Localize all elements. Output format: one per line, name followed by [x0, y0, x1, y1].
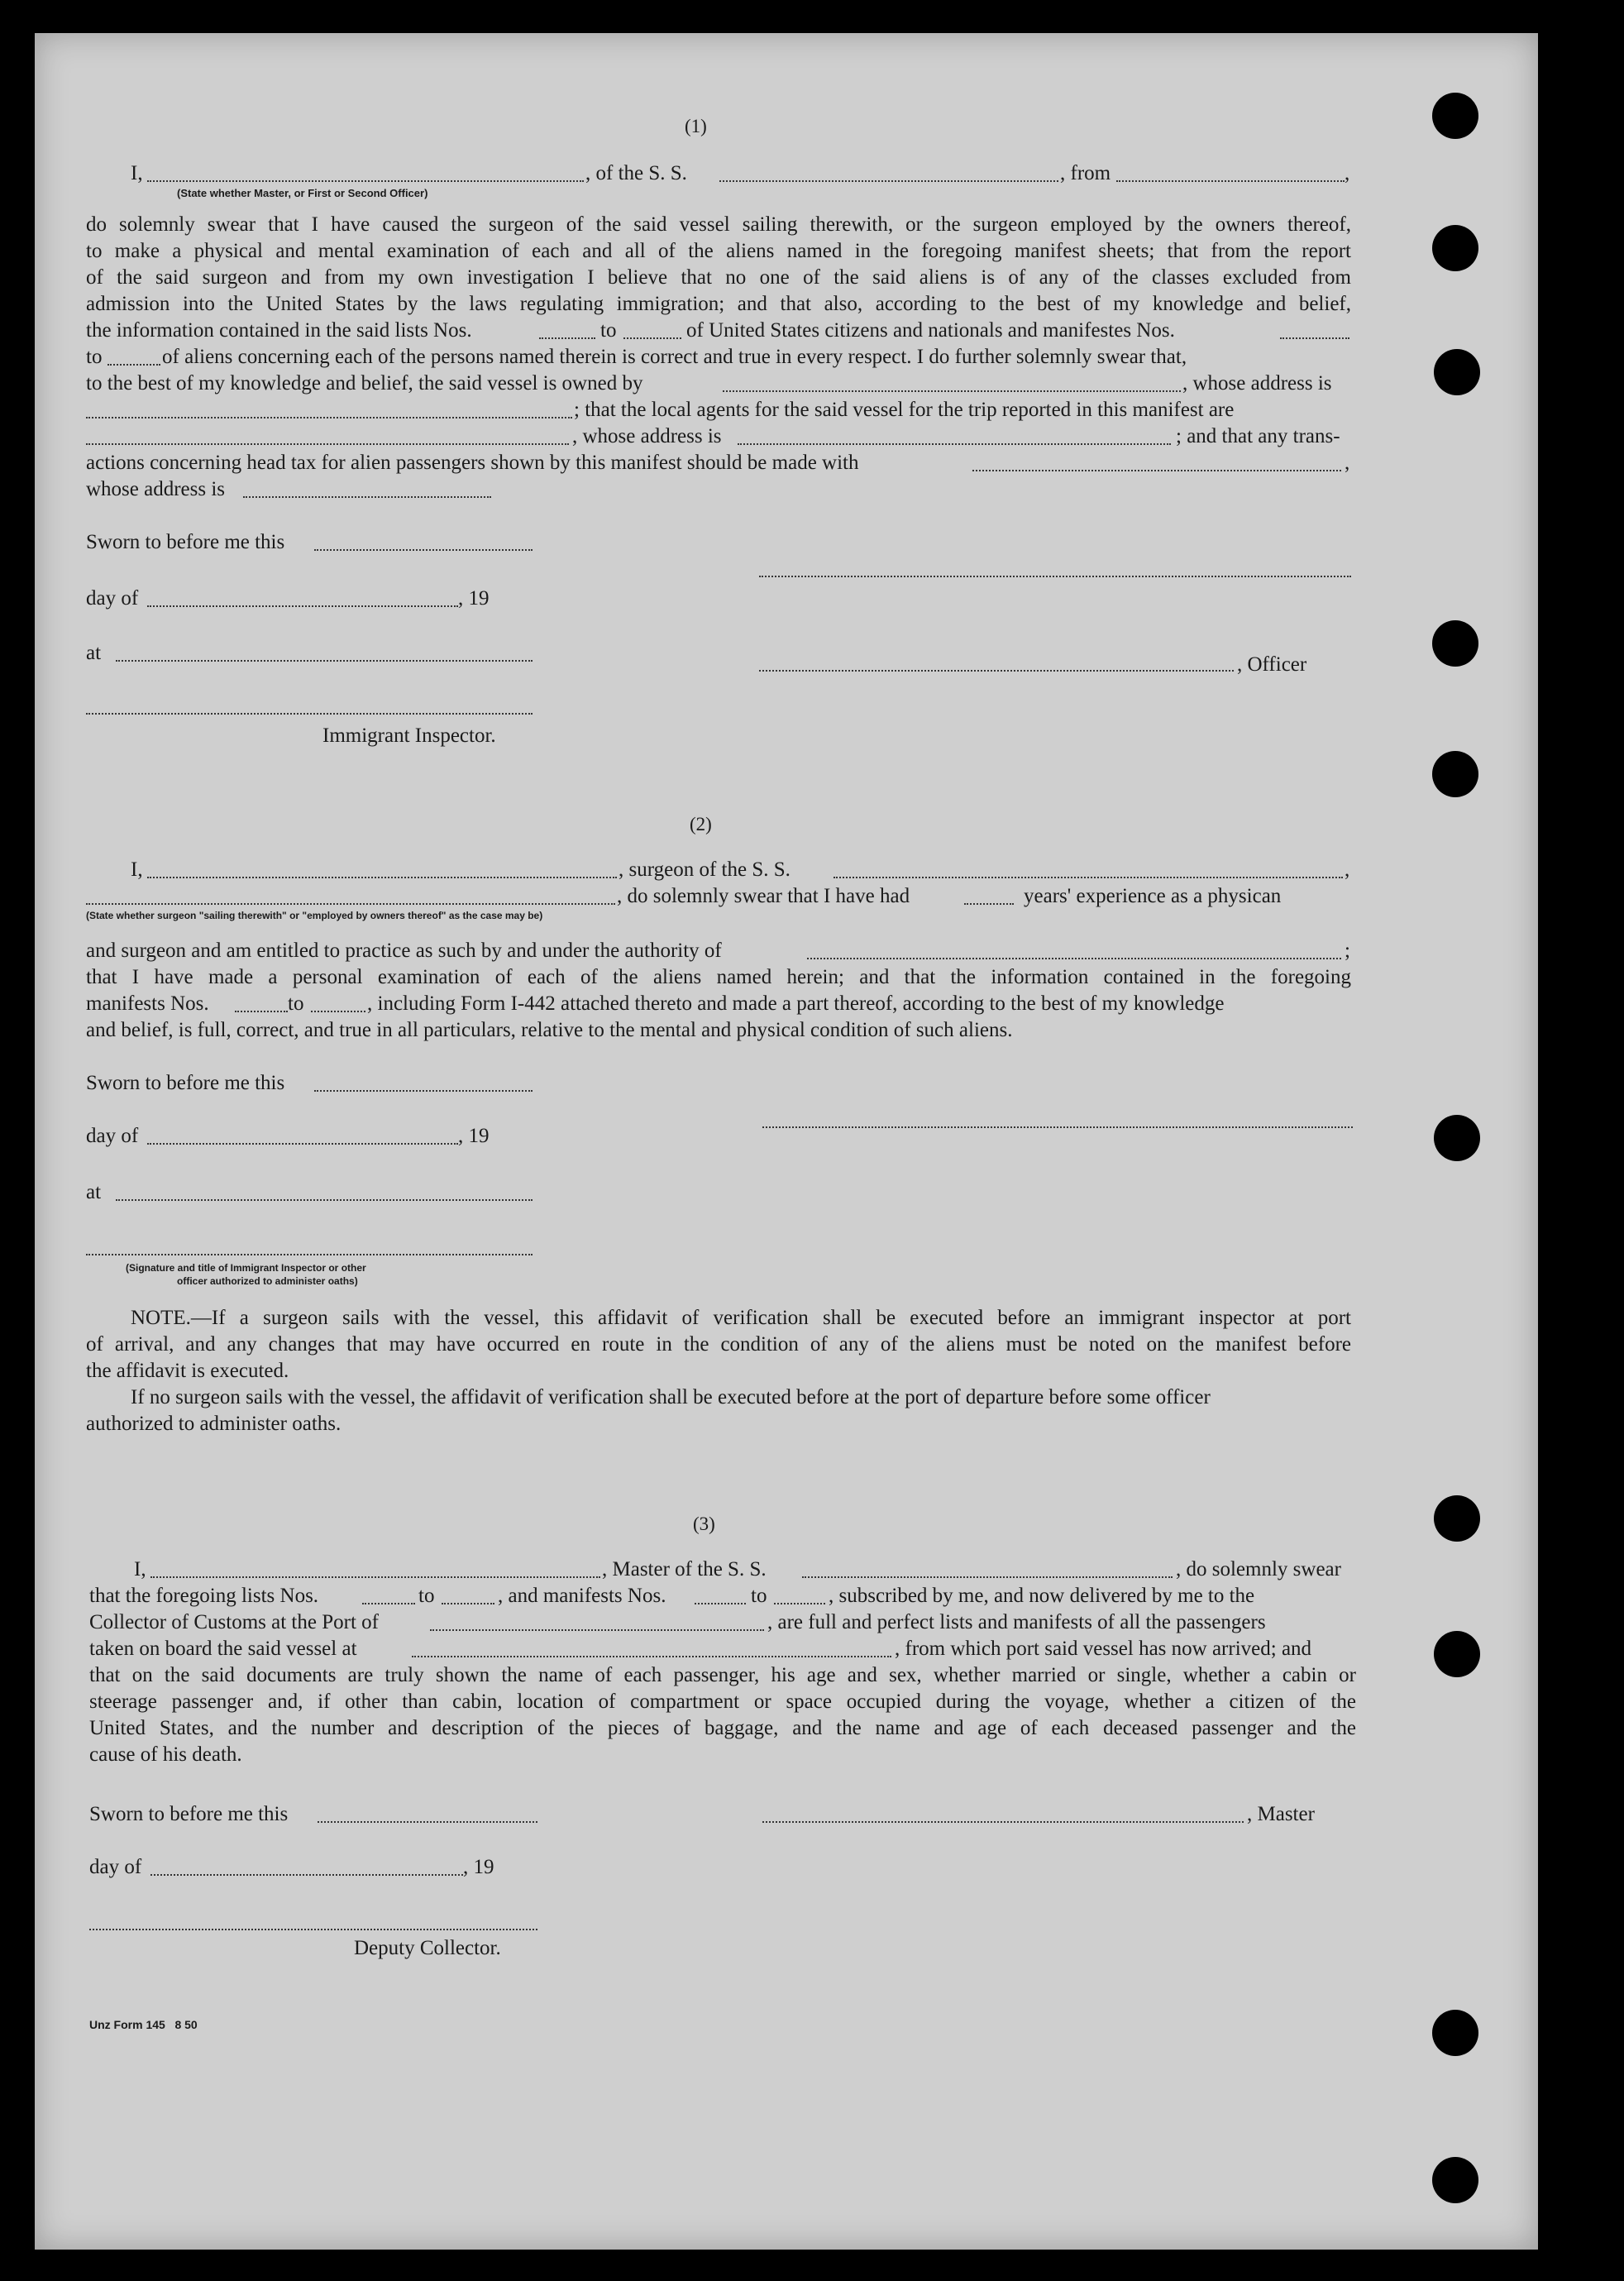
s3-ship-field[interactable] — [802, 1576, 1173, 1578]
s2-line2-b: years' experience as a physican — [1024, 885, 1282, 907]
s1-officer-label: , Officer — [1237, 653, 1307, 676]
s1-body-line: of the said surgeon and from my own investigation I believe that no one of the said aliens is of any of the classes excluded from — [86, 266, 1351, 289]
s3-line1-a: I, — [134, 1558, 146, 1580]
s1-dayof-field[interactable] — [147, 605, 458, 607]
s1-line6-b: to — [600, 319, 617, 342]
s3-dayof-label: day of — [89, 1856, 142, 1878]
s1-owner-address-field[interactable] — [86, 417, 572, 418]
s3-departure-port-field[interactable] — [412, 1656, 891, 1657]
s2-dayof-label: day of — [86, 1125, 139, 1147]
form-page — [35, 33, 1538, 2250]
s3-line1-b: , Master of the S. S. — [602, 1558, 767, 1580]
s1-line1-from: , from — [1060, 162, 1111, 184]
s1-agents-field[interactable] — [86, 443, 569, 445]
s2-line3-a: and surgeon and am entitled to practice as such by and under the authority of — [86, 940, 722, 962]
s2-line2-a: , do solemnly swear that I have had — [617, 885, 910, 907]
s2-body-line: that I have made a personal examination of each of the aliens named herein; and that the information contained in the foregoing — [86, 966, 1351, 988]
note-line: of arrival, and any changes that may have occurred en route in the condition of any of the aliens must be noted on the manifest before — [86, 1333, 1351, 1356]
s1-headtax-field[interactable] — [972, 470, 1341, 471]
s1-line9: ; that the local agents for the said vessel for the trip reported in this manifest are — [574, 399, 1235, 421]
s1-line7-a: to — [86, 346, 103, 368]
s3-line2-e: , subscribed by me, and now delivered by me to the — [829, 1585, 1255, 1607]
s2-manifests-to-field[interactable] — [311, 1011, 365, 1012]
s1-line6-c: of United States citizens and nationals and manifestes Nos. — [686, 319, 1175, 342]
note-line: authorized to administer oaths. — [86, 1413, 342, 1435]
s3-manifests-from-field[interactable] — [695, 1603, 746, 1604]
form-id: Unz Form 145 8 50 — [89, 2018, 198, 2031]
s3-line1-c: , do solemnly swear — [1176, 1558, 1341, 1580]
s3-line3-a: Collector of Customs at the Port of — [89, 1611, 379, 1633]
s3-line2-b: to — [418, 1585, 435, 1607]
s3-master-label: , Master — [1247, 1803, 1315, 1825]
s2-years-field[interactable] — [964, 903, 1014, 905]
s2-line5-b: to — [288, 992, 304, 1015]
s3-line2-d: to — [751, 1585, 767, 1607]
s2-at-field[interactable] — [116, 1199, 533, 1201]
note-line: the affidavit is executed. — [86, 1360, 289, 1382]
s1-line7-b: of aliens concerning each of the persons named therein is correct and true in every respect. I do further solemnly swear that, — [162, 346, 1187, 368]
s3-collector-label: Deputy Collector. — [354, 1937, 501, 1959]
s2-line5-a: manifests Nos. — [86, 992, 209, 1015]
s1-lists-from-field[interactable] — [539, 337, 595, 339]
s2-body-line: and belief, is full, correct, and true in all particulars, relative to the mental and physical condition of such aliens. — [86, 1019, 1013, 1041]
s1-sworn-date-field[interactable] — [314, 549, 533, 551]
s1-at-label: at — [86, 642, 102, 664]
s1-line8-b: , whose address is — [1182, 372, 1332, 395]
s3-line4-a: taken on board the said vessel at — [89, 1638, 357, 1660]
note-line: If no surgeon sails with the vessel, the affidavit of verification shall be executed before at the port of departure before some officer — [131, 1386, 1211, 1408]
punch-hole — [1432, 751, 1478, 797]
s1-line6-a: the information contained in the said lists Nos. — [86, 319, 472, 342]
s1-officer-name-field[interactable] — [147, 180, 584, 182]
s2-line1-a: I, — [131, 858, 143, 881]
s2-line1-c: , — [1345, 858, 1350, 881]
s1-line1-end: , — [1345, 162, 1350, 184]
s1-body-line: do solemnly swear that I have caused the surgeon of the said vessel sailing therewith, or the surgeon employed by the owners thereof, — [86, 213, 1351, 236]
s2-status-note: (State whether surgeon "sailing therewith" or "employed by owners thereof" as the case may be) — [86, 910, 543, 921]
s3-collector-field[interactable] — [89, 1929, 537, 1930]
section-1-number: (1) — [685, 116, 707, 136]
s3-body-line: United States, and the number and description of the pieces of baggage, and the name and age of each deceased passenger and the — [89, 1717, 1356, 1739]
s1-line12: whose address is — [86, 478, 226, 500]
note-line: NOTE.—If a surgeon sails with the vessel, this affidavit of verification shall be executed before an immigrant inspector at port — [131, 1307, 1351, 1329]
punch-hole — [1432, 2010, 1478, 2056]
s3-sworn-date-field[interactable] — [318, 1821, 537, 1823]
s2-sworn-date-field[interactable] — [314, 1090, 533, 1092]
s1-manifests-to-field[interactable] — [107, 364, 160, 366]
s1-from-field[interactable] — [1116, 180, 1345, 182]
s1-year-label: , 19 — [458, 587, 490, 610]
s3-body-line: that on the said documents are truly shown the name of each passenger, his age and sex, whether married or single, whether a cabin or — [89, 1664, 1356, 1686]
s2-year-label: , 19 — [458, 1125, 490, 1147]
s3-lists-from-field[interactable] — [362, 1603, 415, 1604]
s1-line11-b: , — [1345, 452, 1350, 474]
punch-hole — [1434, 1631, 1480, 1677]
s3-master-signature-field[interactable] — [762, 1821, 1244, 1823]
s1-officer-field[interactable] — [759, 670, 1234, 672]
s1-lists-to-field[interactable] — [623, 337, 681, 339]
s1-owner-field[interactable] — [723, 390, 1181, 392]
punch-hole — [1432, 620, 1478, 667]
s1-headtax-address-field[interactable] — [243, 496, 491, 498]
s3-line2-c: , and manifests Nos. — [498, 1585, 666, 1607]
s1-line11-a: actions concerning head tax for alien passengers shown by this manifest should be made with — [86, 452, 859, 474]
s3-port-field[interactable] — [430, 1629, 764, 1631]
s3-body-line: cause of his death. — [89, 1743, 242, 1766]
punch-hole — [1432, 93, 1478, 139]
s3-line2-a: that the foregoing lists Nos. — [89, 1585, 319, 1607]
section-2-number: (2) — [690, 814, 712, 834]
s3-body-line: steerage passenger and, if other than cabin, location of compartment or space occupied during the voyage, whether a citizen of the — [89, 1690, 1356, 1713]
s1-line10-b: ; and that any trans- — [1176, 425, 1340, 447]
s3-line4-b: , from which port said vessel has now arrived; and — [895, 1638, 1312, 1660]
s2-line5-c: , including Form I-442 attached thereto and made a part thereof, according to the best of my knowledge — [367, 992, 1225, 1015]
s2-signature-field[interactable] — [762, 1126, 1353, 1128]
s3-master-name-field[interactable] — [150, 1576, 600, 1578]
s1-line10-a: , whose address is — [572, 425, 722, 447]
s2-ship-field[interactable] — [833, 877, 1343, 878]
s2-sig-note-2: officer authorized to administer oaths) — [177, 1275, 358, 1287]
s1-signature-field[interactable] — [759, 576, 1351, 577]
s1-body-line: to make a physical and mental examination of each and all of the aliens named in the foregoing manifest sheets; that from the report — [86, 240, 1351, 262]
s1-body-line: admission into the United States by the laws regulating immigration; and that also, according to the best of my knowledge and belief, — [86, 293, 1351, 315]
s3-manifests-to-field[interactable] — [774, 1603, 825, 1604]
s1-ship-name-field[interactable] — [719, 180, 1058, 182]
s1-inspector-field[interactable] — [86, 713, 533, 715]
s2-sworn-label: Sworn to before me this — [86, 1072, 285, 1094]
section-3-number: (3) — [693, 1513, 715, 1534]
s2-line3-b: ; — [1345, 940, 1350, 962]
s1-at-field[interactable] — [116, 660, 533, 662]
s2-line1-b: , surgeon of the S. S. — [619, 858, 791, 881]
s3-sworn-label: Sworn to before me this — [89, 1803, 289, 1825]
s2-inspector-field[interactable] — [86, 1254, 533, 1255]
punch-hole — [1434, 349, 1480, 395]
s3-lists-to-field[interactable] — [442, 1603, 494, 1604]
s1-line8-a: to the best of my knowledge and belief, the said vessel is owned by — [86, 372, 643, 395]
punch-hole — [1432, 225, 1478, 271]
s2-status-field[interactable] — [86, 903, 615, 905]
s3-dayof-field[interactable] — [150, 1874, 463, 1876]
s3-line3-b: , are full and perfect lists and manifests of all the passengers — [767, 1611, 1266, 1633]
s2-dayof-field[interactable] — [147, 1143, 458, 1145]
s1-officer-note: (State whether Master, or First or Second Officer) — [177, 187, 428, 199]
s1-line1-start: I, — [131, 162, 143, 184]
s2-surgeon-name-field[interactable] — [147, 877, 617, 878]
s1-manifests-from-field[interactable] — [1280, 337, 1349, 339]
s2-at-label: at — [86, 1181, 102, 1203]
s1-agents-address-field[interactable] — [738, 443, 1171, 445]
punch-hole — [1432, 2157, 1478, 2203]
punch-hole — [1434, 1495, 1480, 1542]
s3-year-label: , 19 — [463, 1856, 494, 1878]
punch-hole — [1434, 1115, 1480, 1161]
s1-sworn-label: Sworn to before me this — [86, 531, 285, 553]
s1-dayof-label: day of — [86, 587, 139, 610]
s1-line1-ship: , of the S. S. — [585, 162, 687, 184]
s1-inspector-label: Immigrant Inspector. — [322, 724, 496, 747]
s2-manifests-from-field[interactable] — [235, 1011, 288, 1012]
s2-sig-note-1: (Signature and title of Immigrant Inspector or other — [126, 1262, 366, 1274]
s2-authority-field[interactable] — [807, 958, 1341, 959]
